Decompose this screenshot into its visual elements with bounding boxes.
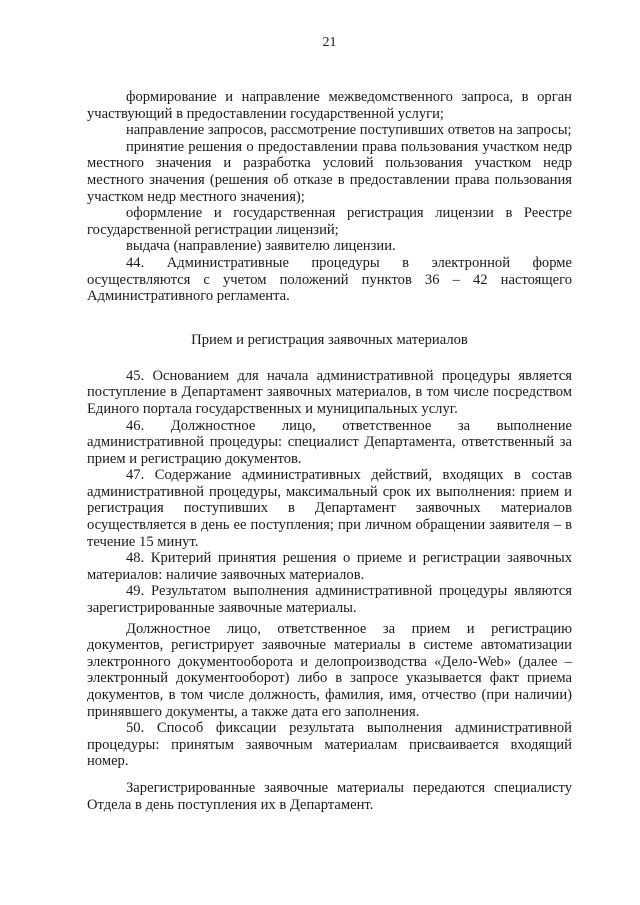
paragraph-item-45: 45. Основанием для начала административной процедуры является поступление в Департамент заявочных материалов, в том числе посредством Единого портала государственных и муниципальных услуг. [87,367,572,417]
paragraph-requests-review: направление запросов, рассмотрение поступивших ответов на запросы; [126,122,572,139]
paragraph-item-46: 46. Должностное лицо, ответственное за выполнение административной процедуры: специалист Департамента, ответственный за прием и регистрацию документов. [87,417,572,467]
paragraph-decision: принятие решения о предоставлении права пользования участком недр местного значения и разработка условий пользования участком недр местного значения (решения об отказе в предоставлении права пользования участком недр местного значения); [87,138,572,205]
paragraph-item-49: 49. Результатом выполнения административной процедуры являются зарегистрированные заявочные материалы. [87,583,572,617]
paragraph-item-44: 44. Административные процедуры в электронной форме осуществляются с учетом положений пунктов 36 – 42 настоящего Административного регламента. [87,254,572,305]
page-number: 21 [322,35,337,50]
paragraph-item-50: 50. Способ фиксации результата выполнения административной процедуры: принятым заявочным материалам присваивается входящий номер. [87,720,572,770]
section-heading: Прием и регистрация заявочных материалов [191,331,468,348]
paragraph-registration-officer: Должностное лицо, ответственное за прием и регистрацию документов, регистрирует заявочные материалы в системе автоматизации электронного документооборота и делопроизводства «Дело-Web» (далее – электронный документооборот) либо в запросе указывается факт приема документов, в том числе должность, фамилия, имя, отчество (при наличии) принявшего документы, а также дата его заполнения. [87,620,572,720]
paragraph-item-48: 48. Критерий принятия решения о приеме и регистрации заявочных материалов: наличие заявочных материалов. [87,550,572,583]
paragraph-item-47: 47. Содержание административных действий, входящих в состав административной процедуры, максимальный срок их выполнения: прием и регистрация поступивших в Департамент заявочных материалов осуществляется в день ее поступления; при личном обращении заявителя – в течение 15 минут. [87,467,572,550]
paragraph-license-registration: оформление и государственная регистрация лицензии в Реестре государственной регистрации лицензий; [87,205,572,238]
paragraph-interagency-request: формирование и направление межведомственного запроса, в орган участвующий в предоставлении государственной услуги; [87,89,572,122]
paragraph-closing: Зарегистрированные заявочные материалы передаются специалисту Отдела в день поступления их в Департамент. [87,779,572,813]
paragraph-license-issuance: выдача (направление) заявителю лицензии. [126,238,396,255]
